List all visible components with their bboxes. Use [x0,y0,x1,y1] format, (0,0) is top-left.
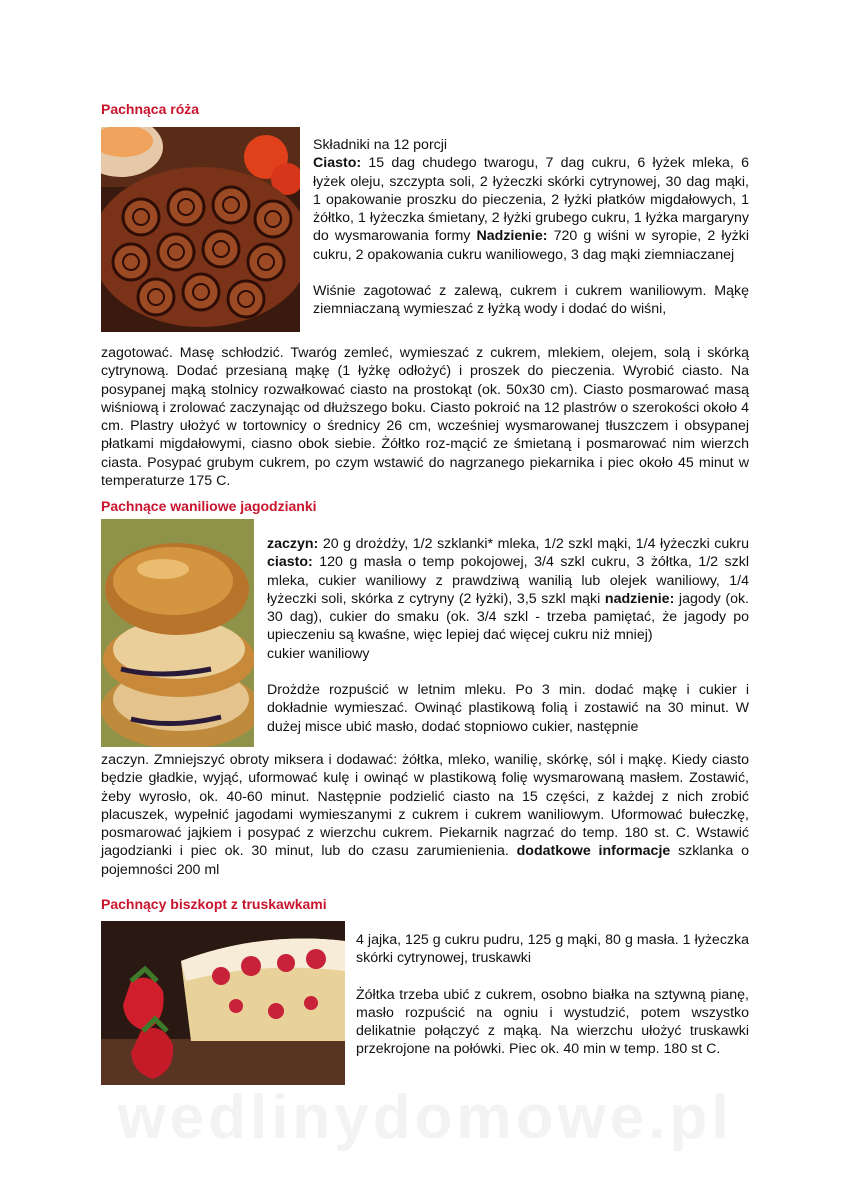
rose-ingredients [313,136,749,319]
sponge-ingredients: 4 jajka, 125 g cukru pudru, 125 g mąki, 80 g masła. 1 łyżeczka skórki cytrynowej, truskawki [356,932,749,967]
recipe-title-rose: Pachnąca róża [101,101,200,117]
starter-label: zaczyn: [267,536,319,552]
rose-portions: Składniki na 12 porcji [313,137,448,153]
dough-label: ciasto: [267,554,313,571]
blueberry-buns-image [101,519,254,747]
rose-method-continued: zagotować. Masę schłodzić. Twaróg zemleć, wymieszać z cukrem, mlekiem, olejem, solą i skórką cytrynową. Dodać przesianą mąkę (1 łyżkę odłożyć) i proszek do pieczenia. Wyrobić ciasto. Na posypanej mąką stolnicy rozwałkować ciasto na prostokąt (ok. 50x30 cm). Ciasto posmarować masą wiśniową i zrolować zaczynając od dłuższego boku. Ciasto pokroić na 12 plastrów o szerokości około 4 cm. Plastry ułożyć w tortownicy o średnicy 26 cm, wcześniej wysmarowanej tłuszczem i obsypanej płatkami migdałowymi, ciasno obok siebie. Żółtko roz-mącić ze śmietaną i posmarować nim wierzch ciasta. Posypać grubym cukrem, po czym wstawić do nagrzanego piekarnika i piec około 45 minut w temperaturze 175 C. [101,345,749,490]
dough-ingredients: 15 dag chudego twarogu, 7 dag cukru, 6 łyżek mleka, 6 łyżek oleju, szczypta soli, 2 łyżeczki skórki cytrynowej, 30 dag mąki, 1 opakowanie proszku do pieczenia, 2 łyżki płatków migdałowych, 1 żółtko, 1 łyżeczka śmietany, 2 łyżki grubego cukru, 1 łyżka margaryny do wysmarowania formy [313,155,749,245]
starter-ingredients: 20 g drożdży, 1/2 szklanki* mleka, 1/2 szkl mąki, 1/4 łyżeczki cukru [318,536,749,552]
blueberry-ingredients [267,535,749,736]
filling-ingredients: 720 g wiśni w syropie, 2 łyżki cukru, 2 opakowania cukru waniliowego, 3 dag mąki ziemniaczanej [313,228,749,263]
sponge-method: Żółtka trzeba ubić z cukrem, osobno białka na sztywną pianę, masło rozpuścić na ogniu i wystudzić, potem wszystko delikatnie połączyć z mąką. Na wierzchu ułożyć truskawki przekrojone na połówki. Piec ok. 40 min w temp. 180 st C. [356,986,749,1058]
blueberry-method-text: zaczyn. Zmniejszyć obroty miksera i dodawać: żółtka, mleko, wanilię, skórkę, sól i mąkę. Kiedy ciasto będzie gładkie, wyjąć, uformować kulę i owinąć w plastikową folię wysmarowaną masłem. Zostawić, żeby wyrosło, ok. 40-60 minut. Następnie podzielić ciasto na 15 części, z każdej z nich zrobić placuszek, wypełnić jagodami wymieszanymi z cukrem i cukrem waniliowym. Uformować bułeczkę, posmarować jajkiem i posypać z wierzchu cukrem. Piekarnik nagrzać do temp. 180 st. C. Wstawić jagodzianki i piec ok. 30 minut, lub do czasu zarumienienia. [101,752,749,860]
blueberry-method-continued [101,751,749,879]
extra-info-text: szklanka o pojemności 200 ml [101,843,749,878]
strawberry-sponge-image [101,921,345,1085]
dough-label: Ciasto: [313,155,362,172]
rose-cake-image [101,127,300,332]
dough-ingredients: 120 g masła o temp pokojowej, 3/4 szkl cukru, 3 żółtka, 1/2 szkl mleka, cukier waniliowy z prawdziwą wanilią lub olejek waniliowy, 1/4 łyżeczki soli, skórka z cytryny (2 łyżki), 3,5 szkl mąki [267,554,749,607]
sponge-cake-text [356,931,749,1059]
filling-label: nadzienie: [604,590,675,607]
blueberry-method-start: Drożdże rozpuścić w letnim mleku. Po 3 min. dodać mąkę i cukier i dokładnie wymieszać. Owinąć plastikową folią i zostawić na 30 minut. W dużej misce ubić masło, dodać stopniowo cukier, następnie [267,682,749,735]
recipe-title-sponge-cake: Pachnący biszkopt z truskawkami [101,896,327,912]
recipe-title-blueberry-buns: Pachnące waniliowe jagodzianki [101,498,317,514]
site-watermark: wedlinydomowe.pl [117,1083,733,1152]
filling-label: Nadzienie: [476,228,548,245]
rose-ingredient-list [313,154,749,264]
blueberry-ingredient-list [267,535,749,645]
rose-method-start: Wiśnie zagotować z zalewą, cukrem i cukrem waniliowym. Mąkę ziemniaczaną wymieszać z łyżką wody i dodać do wiśni, [313,283,749,318]
vanilla-sugar-line: cukier waniliowy [267,645,370,662]
extra-info-label: dodatkowe informacje [516,843,671,860]
filling-ingredients: jagody (ok. 30 dag), cukier do smaku (ok. 3/4 szkl - trzeba pamiętać, że jagody po upieczeniu są kwaśne, więc lepiej dać więcej cukru niż mniej) [267,590,750,644]
